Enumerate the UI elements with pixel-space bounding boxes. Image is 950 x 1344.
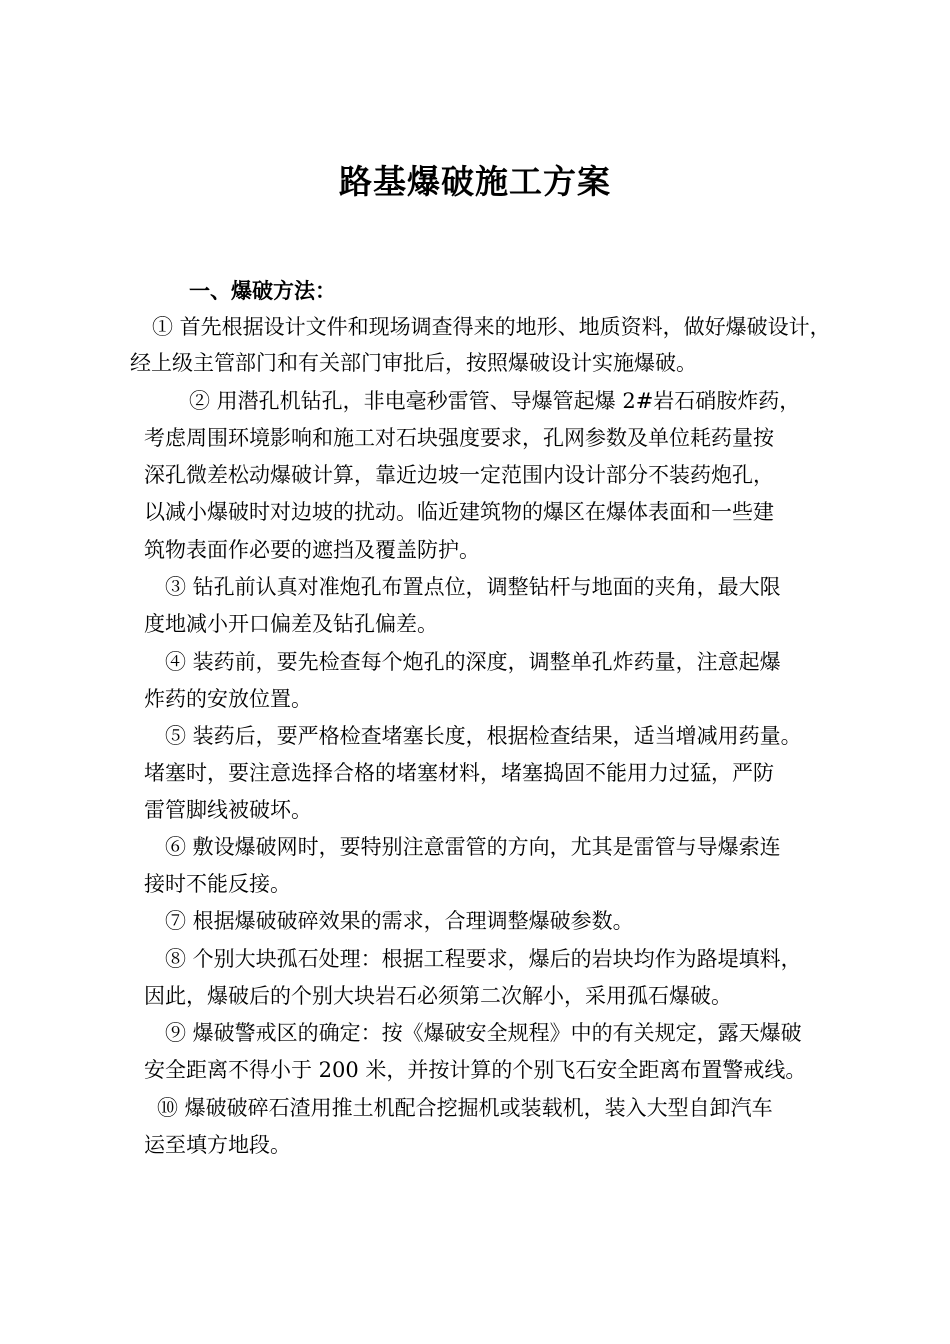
paragraph-line: ⑥ 敷设爆破网时，要特别注意雷管的方向，尤其是雷管与导爆索连 [165,835,781,859]
paragraph-line: ⑨ 爆破警戒区的确定：按《爆破安全规程》中的有关规定，露天爆破 [165,1021,802,1045]
paragraph-line: ① 首先根据设计文件和现场调查得来的地形、地质资料，做好爆破设计， [152,315,831,339]
paragraph-line: ② 用潜孔机钻孔，非电毫秒雷管、导爆管起爆 2#岩石硝胺炸药， [189,389,801,413]
paragraph-line: 堵塞时，要注意选择合格的堵塞材料，堵塞捣固不能用力过猛，严防 [144,761,774,785]
paragraph-line: 度地减小开口偏差及钻孔偏差。 [144,612,438,636]
paragraph-line: 考虑周围环境影响和施工对石块强度要求，孔网参数及单位耗药量按 [144,426,774,450]
paragraph-line: 因此，爆破后的个别大块岩石必须第二次解小，采用孤石爆破。 [144,984,732,1008]
paragraph-line: ⑤ 装药后，要严格检查堵塞长度，根据检查结果，适当增减用药量。 [165,724,802,748]
paragraph-line: 安全距离不得小于 200 米，并按计算的个别飞石安全距离布置警戒线。 [144,1058,807,1082]
paragraph-line: 雷管脚线被破坏。 [144,798,312,822]
paragraph-line: 炸药的安放位置。 [144,687,312,711]
document-title: 路基爆破施工方案 [339,162,611,201]
section-heading: 一、爆破方法： [189,278,336,303]
paragraph-line: ④ 装药前，要先检查每个炮孔的深度，调整单孔炸药量，注意起爆 [165,650,781,674]
paragraph-line: ⑦ 根据爆破破碎效果的需求，合理调整爆破参数。 [165,909,634,933]
paragraph-line: ③ 钻孔前认真对准炮孔布置点位，调整钻杆与地面的夹角，最大限 [165,575,781,599]
paragraph-line: ⑧ 个别大块孤石处理：根据工程要求，爆后的岩块均作为路堤填料， [165,947,802,971]
paragraph-line: 接时不能反接。 [144,872,291,896]
paragraph-line: ⑩ 爆破破碎石渣用推土机配合挖掘机或装载机，装入大型自卸汽车 [157,1096,773,1120]
paragraph-line: 运至填方地段。 [144,1133,291,1157]
paragraph-line: 筑物表面作必要的遮挡及覆盖防护。 [144,538,480,562]
paragraph-line: 经上级主管部门和有关部门审批后，按照爆破设计实施爆破。 [130,351,697,375]
paragraph-line: 深孔微差松动爆破计算，靠近边坡一定范围内设计部分不装药炮孔， [144,463,774,487]
paragraph-line: 以减小爆破时对边坡的扰动。临近建筑物的爆区在爆体表面和一些建 [144,500,774,524]
